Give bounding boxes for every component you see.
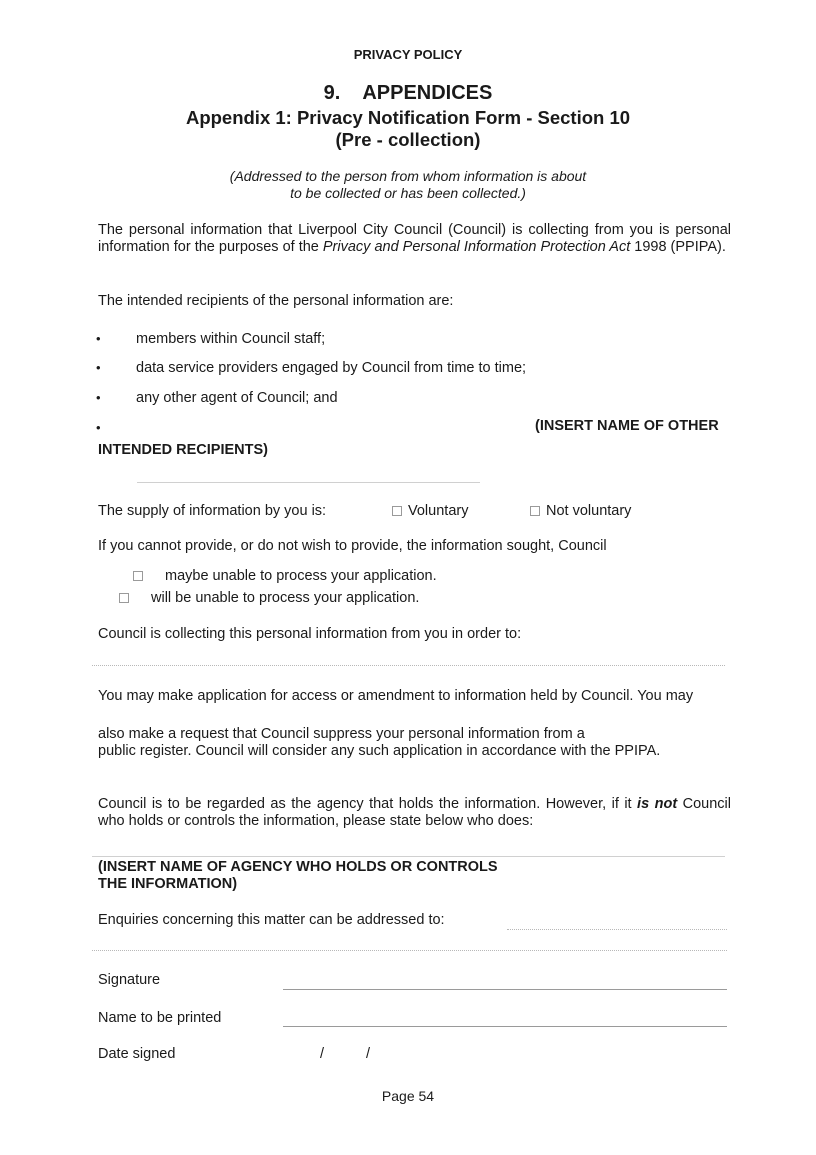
appendix-title-line2: (Pre - collection) [335,129,481,150]
voluntary-checkbox[interactable] [392,506,402,516]
addressed-line2: to be collected or has been collected.) [290,185,526,201]
cannot-provide-lead: If you cannot provide, or do not wish to provide, the information sought, Council [98,538,607,554]
recipients-lead: The intended recipients of the personal information are: [98,293,454,309]
name-printed-field[interactable] [283,1026,727,1027]
signature-field[interactable] [283,989,727,990]
maybe-unable-checkbox[interactable] [133,571,143,581]
list-item-text: data service providers engaged by Council from time to time; [136,360,527,376]
section-title: APPENDICES [362,82,493,104]
page-number: Page 54 [381,1088,435,1104]
enquiries-label: Enquiries concerning this matter can be addressed to: [98,912,445,928]
running-header: PRIVACY POLICY [353,47,463,62]
section-number: 9. [323,82,341,104]
insert-agency-label [98,859,498,893]
intro-text-1: The personal information that Liverpool City Council (Council) is collecting from you is personal information for the purposes of the [98,222,731,255]
date-separator: / [366,1046,371,1062]
addressed-line1: (Addressed to the person from whom information is about [229,168,587,184]
agency-text-2: Council who holds or controls the information, please state below who does: [98,796,731,829]
not-voluntary-option[interactable] [530,503,631,519]
intro-paragraph [98,222,731,256]
supply-label: The supply of information by you is: [98,503,327,519]
signature-label: Signature [98,972,161,988]
purpose-lead: Council is collecting this personal information from you in order to: [98,626,522,642]
not-voluntary-checkbox[interactable] [530,506,540,516]
enquiries-fill-line-1[interactable] [507,929,727,930]
will-be-unable-option[interactable] [119,590,419,606]
maybe-unable-option[interactable] [133,568,437,584]
intro-text-2: 1998 (PPIPA). [630,239,726,255]
access-line1: You may make application for access or amendment to information held by Council. You may [98,688,694,704]
not-voluntary-label: Not voluntary [546,503,632,519]
maybe-unable-label: maybe unable to process your application. [165,568,437,584]
enquiries-fill-line-2[interactable] [92,950,727,951]
addressed-note [0,168,816,202]
purpose-fill-line[interactable] [92,665,725,666]
list-item-text: members within Council staff; [136,331,326,347]
appendix-title [0,107,816,151]
section-heading [0,82,816,105]
bullet-glyph: • [96,390,101,405]
act-name: Privacy and Personal Information Protection Act [322,239,631,255]
bullet-glyph: • [96,360,101,375]
list-item-text: any other agent of Council; and [136,390,338,406]
insert-recipients-label-right: (INSERT NAME OF OTHER [535,418,719,434]
bullet-glyph: • [96,420,101,435]
voluntary-label: Voluntary [408,503,469,519]
appendix-title-line1: Appendix 1: Privacy Notification Form - Section 10 [185,107,631,128]
insert-recipients-label-left: INTENDED RECIPIENTS) [98,442,268,458]
will-be-unable-checkbox[interactable] [119,593,129,603]
insert-agency-line2: THE INFORMATION) [98,876,238,892]
date-signed-label: Date signed [98,1046,176,1062]
bullet-glyph: • [96,331,101,346]
agency-fill-line[interactable] [92,856,725,857]
access-line2: also make a request that Council suppress your personal information from a [98,726,585,742]
insert-agency-line1: (INSERT NAME OF AGENCY WHO HOLDS OR CONTROLS [98,859,498,875]
name-printed-label: Name to be printed [98,1010,222,1026]
recipients-fill-line[interactable] [137,482,480,483]
agency-text-1: Council is to be regarded as the agency that holds the information. However, if it [98,796,638,812]
access-line3: public register. Council will consider any such application in accordance with the PPIPA. [98,743,661,759]
will-be-unable-label: will be unable to process your application. [151,590,420,606]
voluntary-option[interactable] [392,503,468,519]
agency-emphasis: is not [637,796,678,812]
date-separator: / [320,1046,325,1062]
agency-paragraph [98,796,731,830]
